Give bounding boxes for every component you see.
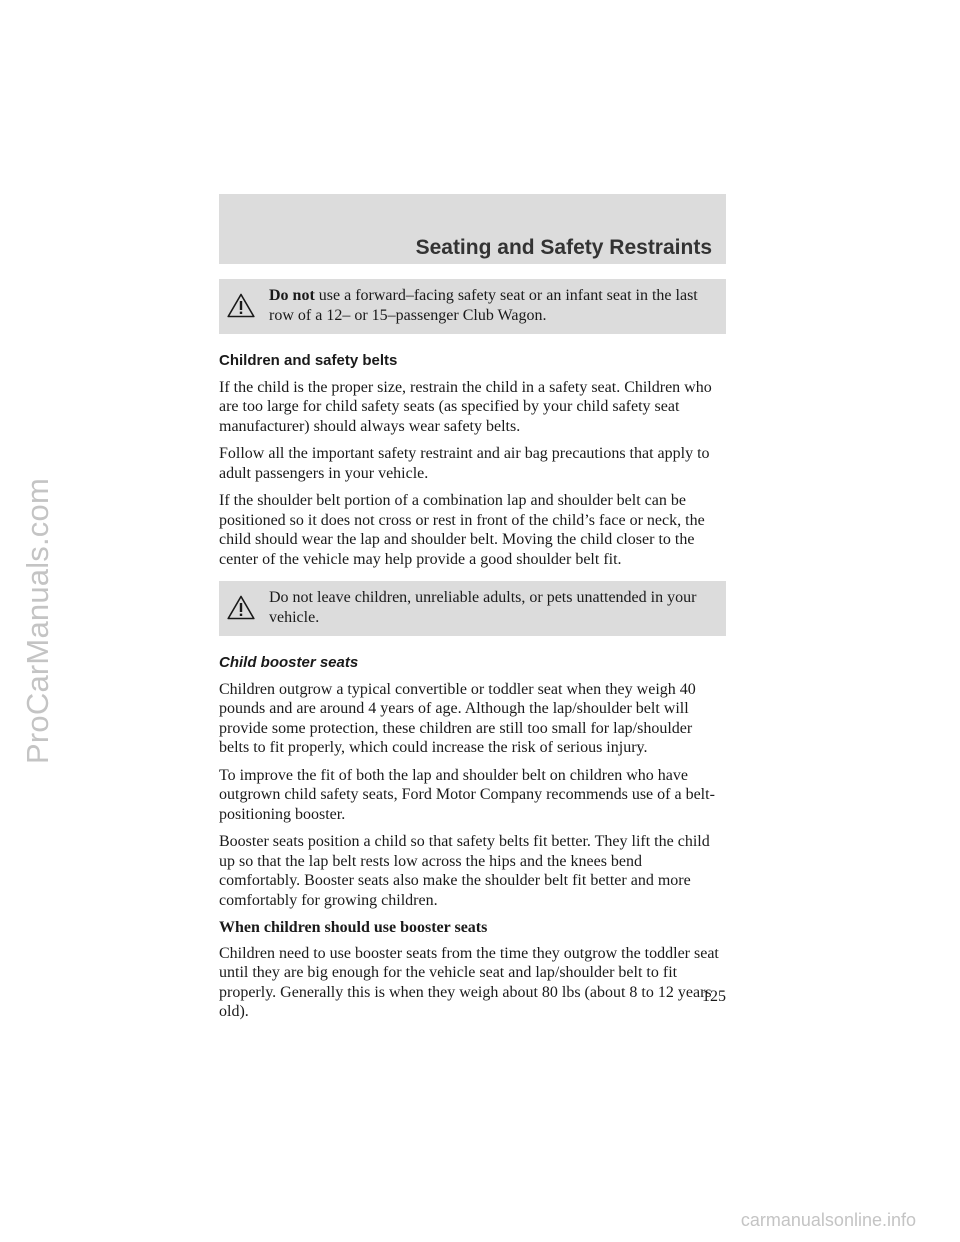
- warning-triangle-icon: [227, 286, 259, 325]
- bottom-watermark: carmanualsonline.info: [740, 1210, 916, 1230]
- side-watermark: [8, 0, 68, 1242]
- paragraph: Children need to use booster seats from the time they outgrow the toddler seat until they are big enough for the vehicle seat and lap/shoulder belt to fit properly. Generally this is when they weigh about 80 lbs (about 8 to 12 years old).: [219, 944, 719, 1020]
- paragraph: If the child is the proper size, restrain the child in a safety seat. Children who are too large for child safety seats (as specified by your child safety seat manufacturer) should always wear safety belts.: [219, 378, 712, 435]
- paragraph: Children outgrow a typical convertible or toddler seat when they weigh 40 pounds and are around 4 years of age. Although the lap/shoulder belt will provide some protection, these children are still too small for lap/shoulder belts to fit properly, which could increase the risk of serious injury.: [219, 680, 696, 756]
- paragraph: If the shoulder belt portion of a combination lap and shoulder belt can be positioned so it does not cross or rest in front of the child’s face or neck, the child should wear the lap and shoulder belt. Moving the child closer to the center of the vehicle may help provide a good shoulder belt fit.: [219, 492, 705, 568]
- paragraph: Booster seats position a child so that safety belts fit better. They lift the child up so that the lap belt rests low across the hips and the knees bend comfortably. Booster seats also make the shoulder belt fit better and more comfortably for growing children.: [219, 833, 710, 909]
- page-title: Seating and Safety Restraints: [415, 236, 712, 259]
- warning-text: Do not leave children, unreliable adults, or pets unattended in your vehicle.: [269, 589, 697, 626]
- page-content: [219, 279, 726, 1030]
- warning-text: [269, 286, 718, 325]
- heading-child-booster-seats: Child booster seats: [219, 654, 359, 671]
- warning-box-unattended: [219, 581, 726, 636]
- side-watermark-text: ProCarManuals.com: [20, 478, 55, 764]
- paragraph: To improve the fit of both the lap and shoulder belt on children who have outgrown child safety seats, Ford Motor Company recommends use of a belt-positioning booster.: [219, 766, 715, 823]
- heading-when-booster-seats: When children should use booster seats: [219, 919, 488, 936]
- paragraph: Follow all the important safety restraint and air bag precautions that apply to adult passengers in your vehicle.: [219, 445, 710, 482]
- warning-body: use a forward–facing safety seat or an infant seat in the last row of a 12– or 15–passenger Club Wagon.: [269, 287, 698, 324]
- heading-children-safety-belts: Children and safety belts: [219, 352, 398, 369]
- page-number: 125: [702, 988, 726, 1005]
- warning-triangle-icon: [227, 588, 259, 627]
- section-header-band: [219, 194, 726, 264]
- warning-emphasis: Do not: [269, 287, 315, 304]
- warning-box-club-wagon: [219, 279, 726, 334]
